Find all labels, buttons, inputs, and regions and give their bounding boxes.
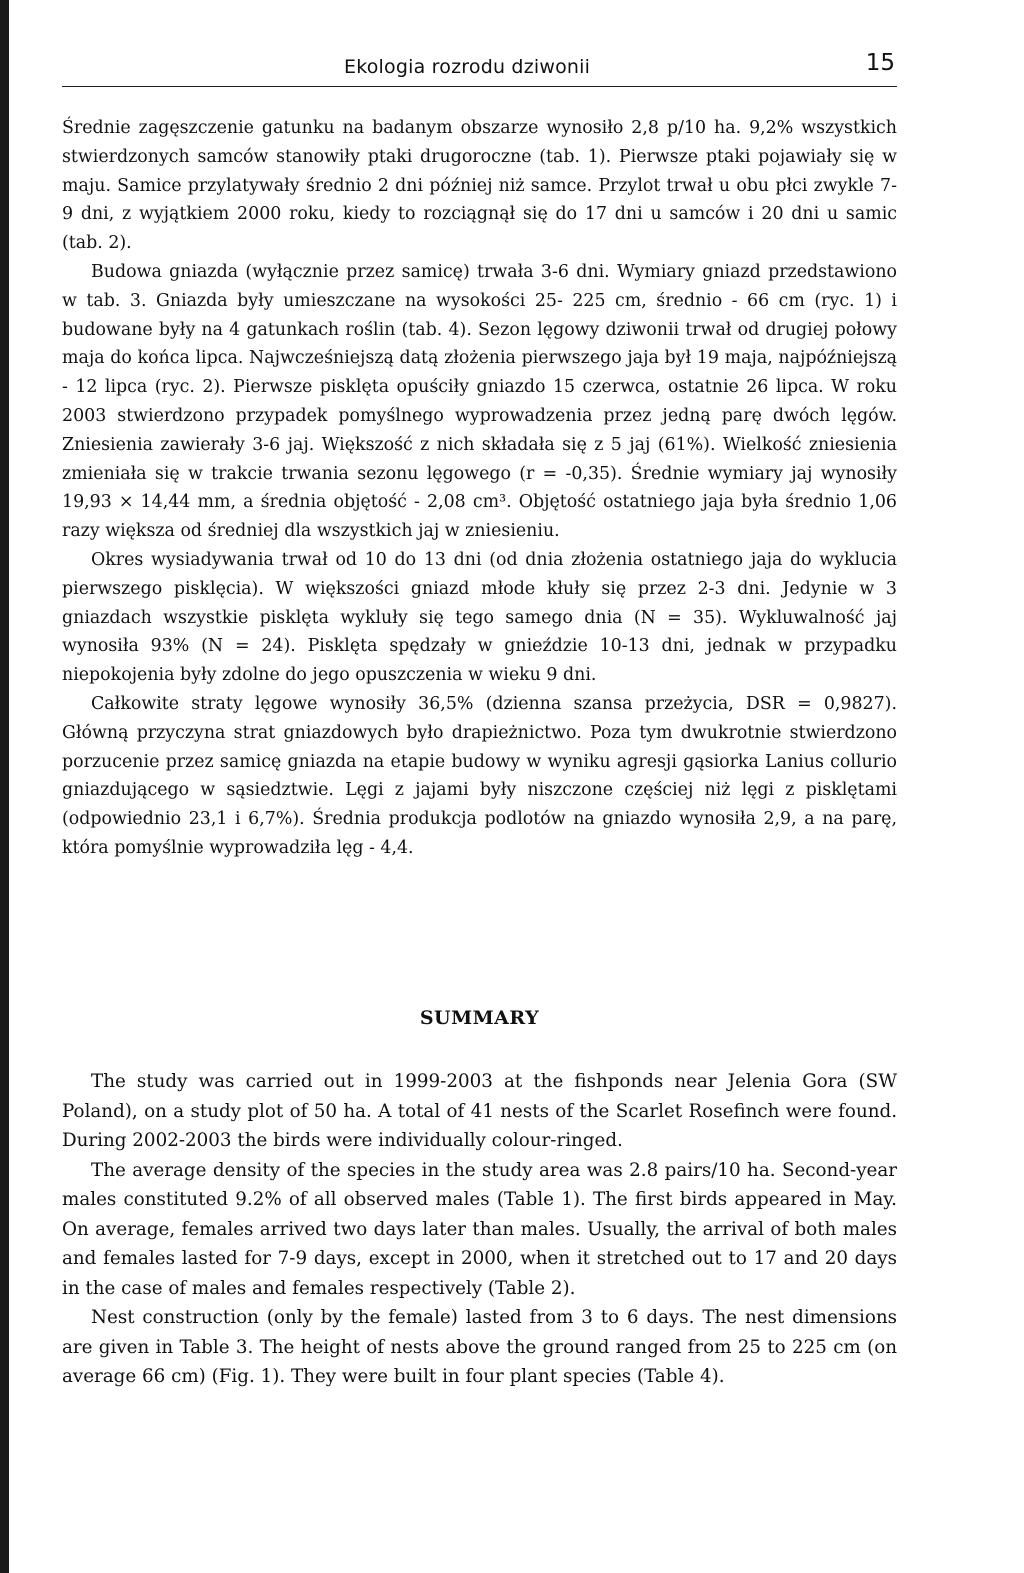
paragraph: The study was carried out in 1999-2003 at the fishponds near Jelenia Gora (SW Poland), on a study plot of 50 ha. A total of 41 nests of the Scarlet Rosefinch were found. During 2002-2003 the birds were individually colour-ringed.: [62, 1071, 897, 1151]
summary-section: [62, 1067, 897, 1392]
scan-left-edge: [0, 0, 9, 1573]
paragraph: The average density of the species in the study area was 2.8 pairs/10 ha. Second-year males constituted 9.2% of all observed males (Table 1). The first birds appeared in May. On average, females arrived two days later than males. Usually, the arrival of both males and females lasted for 7-9 days, except in 2000, when it stretched out to 17 and 20 days in the case of males and females respectively (Table 2).: [62, 1159, 897, 1299]
running-header: [62, 50, 897, 87]
paragraph: Okres wysiadywania trwał od 10 do 13 dni (od dnia złożenia ostatniego jaja do wyklucia pierwszego pisklęcia). W większości gniazd młode kłuły się przez 2-3 dni. Jedynie w 3 gniazdach wszystkie pisklęta wykluły się tego samego dnia (N = 35). Wykluwalność jaj wynosiła 93% (N = 24). Pisklęta spędzały w gnieździe 10-13 dni, jednak w przypadku niepokojenia były zdolne do jego opuszczenia w wieku 9 dni.: [62, 549, 897, 686]
page-number: 15: [865, 50, 895, 76]
paragraph: Średnie zagęszczenie gatunku na badanym obszarze wynosiło 2,8 p/10 ha. 9,2% wszystkich stwierdzonych samców stanowiły ptaki drugoroczne (tab. 1). Pierwsze ptaki pojawiały się w maju. Samice przylatywały średnio 2 dni później niż samce. Przylot trwał u obu płci zwykle 7-9 dni, z wyjątkiem 2000 roku, kiedy to rozciągnął się do 17 dni u samców i 20 dni u samic (tab. 2).: [62, 118, 897, 254]
running-title: Ekologia rozrodu dziwonii: [344, 56, 591, 78]
paragraph: Nest construction (only by the female) lasted from 3 to 6 days. The nest dimensions are given in Table 3. The height of nests above the ground ranged from 25 to 225 cm (on average 66 cm) (Fig. 1). They were built in four plant species (Table 4).: [62, 1307, 897, 1387]
summary-heading: SUMMARY: [419, 1007, 540, 1029]
paragraph: Całkowite straty lęgowe wynosiły 36,5% (dzienna szansa przeżycia, DSR = 0,9827). Główną przyczyna strat gniazdowych było drapieżnictwo. Poza tym dwukrotnie stwierdzono porzucenie przez samicę gniazda na etapie budowy w wyniku agresji gąsiorka Lanius collurio gniazdującego w sąsiedztwie. Lęgi z jajami były niszczone częściej niż lęgi z pisklętami (odpowiednio 23,1 i 6,7%). Średnia produkcja podlotów na gniazdo wynosiła 2,9, a na parę, która pomyślnie wyprowadziła lęg - 4,4.: [62, 693, 897, 858]
polish-results-section: [62, 114, 897, 863]
paragraph: Budowa gniazda (wyłącznie przez samicę) trwała 3-6 dni. Wymiary gniazd przedstawiono w tab. 3. Gniazda były umieszczane na wysokości 25- 225 cm, średnio - 66 cm (ryc. 1) i budowane były na 4 gatunkach roślin (tab. 4). Sezon lęgowy dziwonii trwał od drugiej połowy maja do końca lipca. Najwcześniejszą datą złożenia pierwszego jaja był 19 maja, najpóźniejszą - 12 lipca (ryc. 2). Pierwsze pisklęta opuściły gniazdo 15 czerwca, ostatnie 26 lipca. W roku 2003 stwierdzono przypadek pomyślnego wyprowadzenia przez jedną parę dwóch lęgów. Zniesienia zawierały 3-6 jaj. Większość z nich składała się z 5 jaj (61%). Wielkość zniesienia zmieniała się w trakcie trwania sezonu lęgowego (r = -0,35). Średnie wymiary jaj wynosiły 19,93 × 14,44 mm, a średnia objętość - 2,08 cm³. Objętość ostatniego jaja była średnio 1,06 razy większa od średniej dla wszystkich jaj w zniesieniu.: [62, 261, 897, 542]
